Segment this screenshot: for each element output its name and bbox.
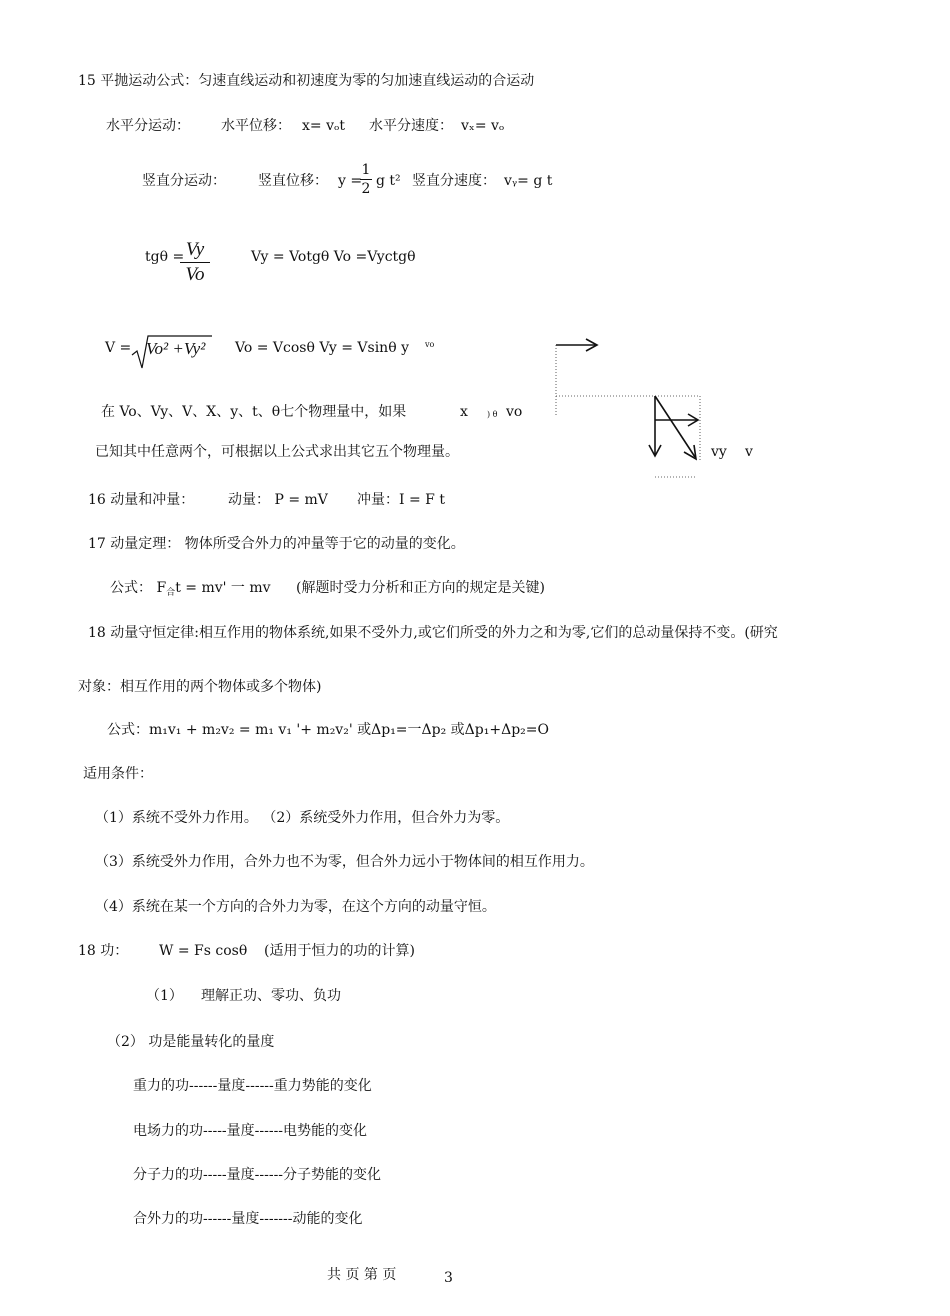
s16-title: 16 动量和冲量： (88, 492, 195, 508)
tg-numerator: Vy (185, 239, 205, 260)
v-components: Vo = Vcosθ Vy = Vsinθ y (235, 340, 409, 356)
vertical-vel-label: 竖直分速度： (412, 173, 496, 189)
work-item-1-num: （1） (146, 988, 183, 1004)
momentum-formula: 动量： P = mV (228, 492, 328, 508)
conditions-title: 适用条件： (83, 766, 153, 782)
diagram-vy-label: vy (711, 444, 727, 460)
vertical-vel-formula: vᵧ= g t (504, 173, 553, 189)
work-row-net-force: 合外力的功------量度-------动能的变化 (133, 1211, 363, 1227)
horizontal-vel-label: 水平分速度： (369, 118, 453, 134)
work-formula: W = Fs cosθ (159, 943, 248, 959)
work-item-1-text: 理解正功、零功、负功 (201, 988, 341, 1004)
footer-page-number: 3 (444, 1270, 453, 1286)
condition-1-2: （1）系统不受外力作用。 （2）系统受外力作用，但合外力为零。 (95, 810, 510, 826)
v-arrow-shaft (655, 396, 695, 457)
vertical-disp-label: 竖直位移： (258, 173, 328, 189)
s17-formula (110, 579, 271, 602)
s17-formula-prefix: 公式： F (110, 580, 167, 596)
note-line-2: 已知其中任意两个，可根据以上公式求出其它五个物理量。 (95, 444, 459, 460)
note-vo: vo (506, 404, 523, 420)
horizontal-disp-formula: x= vₒt (302, 118, 346, 134)
diagram-v-label: v (745, 444, 753, 460)
sqrt-sign (132, 336, 212, 368)
horizontal-disp-label: 水平位移： (221, 118, 291, 134)
s17-formula-rest: t = mv' 一 mv (175, 580, 271, 596)
s18a-line-1: 18 动量守恒定律:相互作用的物体系统,如果不受外力,或它们所受的外力之和为零,它们的总动量保持不变。(研究 (88, 625, 778, 641)
tg-right: Vy = Votgθ Vo =Vyctgθ (251, 249, 416, 265)
s18b-title: 18 功： (78, 943, 129, 959)
note-line-1: 在 Vo、Vy、V、X、y、t、θ七个物理量中，如果 (101, 404, 407, 420)
s17-formula-sub: 合 (166, 588, 176, 598)
half-denominator: 2 (361, 181, 371, 197)
work-item-2: （2） 功是能量转化的量度 (107, 1034, 275, 1050)
vertical-motion-label: 竖直分运动： (142, 173, 226, 189)
s17-formula-note: (解题时受力分析和正方向的规定是关键) (296, 580, 545, 596)
impulse-formula: 冲量：I = F t (357, 492, 445, 508)
v-eq: V = (105, 340, 132, 356)
vertical-disp-right: g t² (376, 173, 401, 189)
condition-3: （3）系统受外力作用，合外力也不为零，但合外力远小于物体间的相互作用力。 (95, 854, 594, 870)
note-theta: ) θ (487, 410, 498, 419)
s17-title: 17 动量定理： 物体所受合外力的冲量等于它的动量的变化。 (88, 536, 465, 552)
condition-4: （4）系统在某一个方向的合外力为零，在这个方向的动量守恒。 (95, 899, 496, 915)
note-x: x (460, 404, 468, 420)
v-radicand: Vo² +Vy² (146, 339, 206, 358)
s18a-line-2: 对象：相互作用的两个物体或多个物体) (78, 679, 322, 695)
tg-denominator: Vo (185, 264, 205, 285)
work-row-molecular: 分子力的功-----量度------分子势能的变化 (133, 1167, 382, 1183)
horizontal-vel-formula: vₓ= vₒ (461, 118, 505, 134)
tg-left: tgθ = (145, 249, 185, 265)
horizontal-motion-label: 水平分运动： (106, 118, 190, 134)
s18a-formula: 公式：m₁v₁ + m₂v₂ = m₁ v₁ '+ m₂v₂' 或Δp₁=一Δp₂ 或Δp₁+Δp₂=O (107, 722, 549, 738)
v-small-label: vo (425, 340, 435, 349)
s15-title: 15 平抛运动公式：匀速直线运动和初速度为零的匀加速直线运动的合运动 (78, 73, 535, 89)
work-row-gravity: 重力的功------量度------重力势能的变化 (133, 1078, 372, 1094)
work-formula-note: (适用于恒力的功的计算) (264, 943, 415, 959)
half-numerator: 1 (361, 162, 371, 178)
vertical-disp-left: y = (338, 173, 363, 189)
work-row-electric: 电场力的功-----量度------电势能的变化 (133, 1123, 368, 1139)
footer-text: 共 页 第 页 (327, 1267, 397, 1283)
